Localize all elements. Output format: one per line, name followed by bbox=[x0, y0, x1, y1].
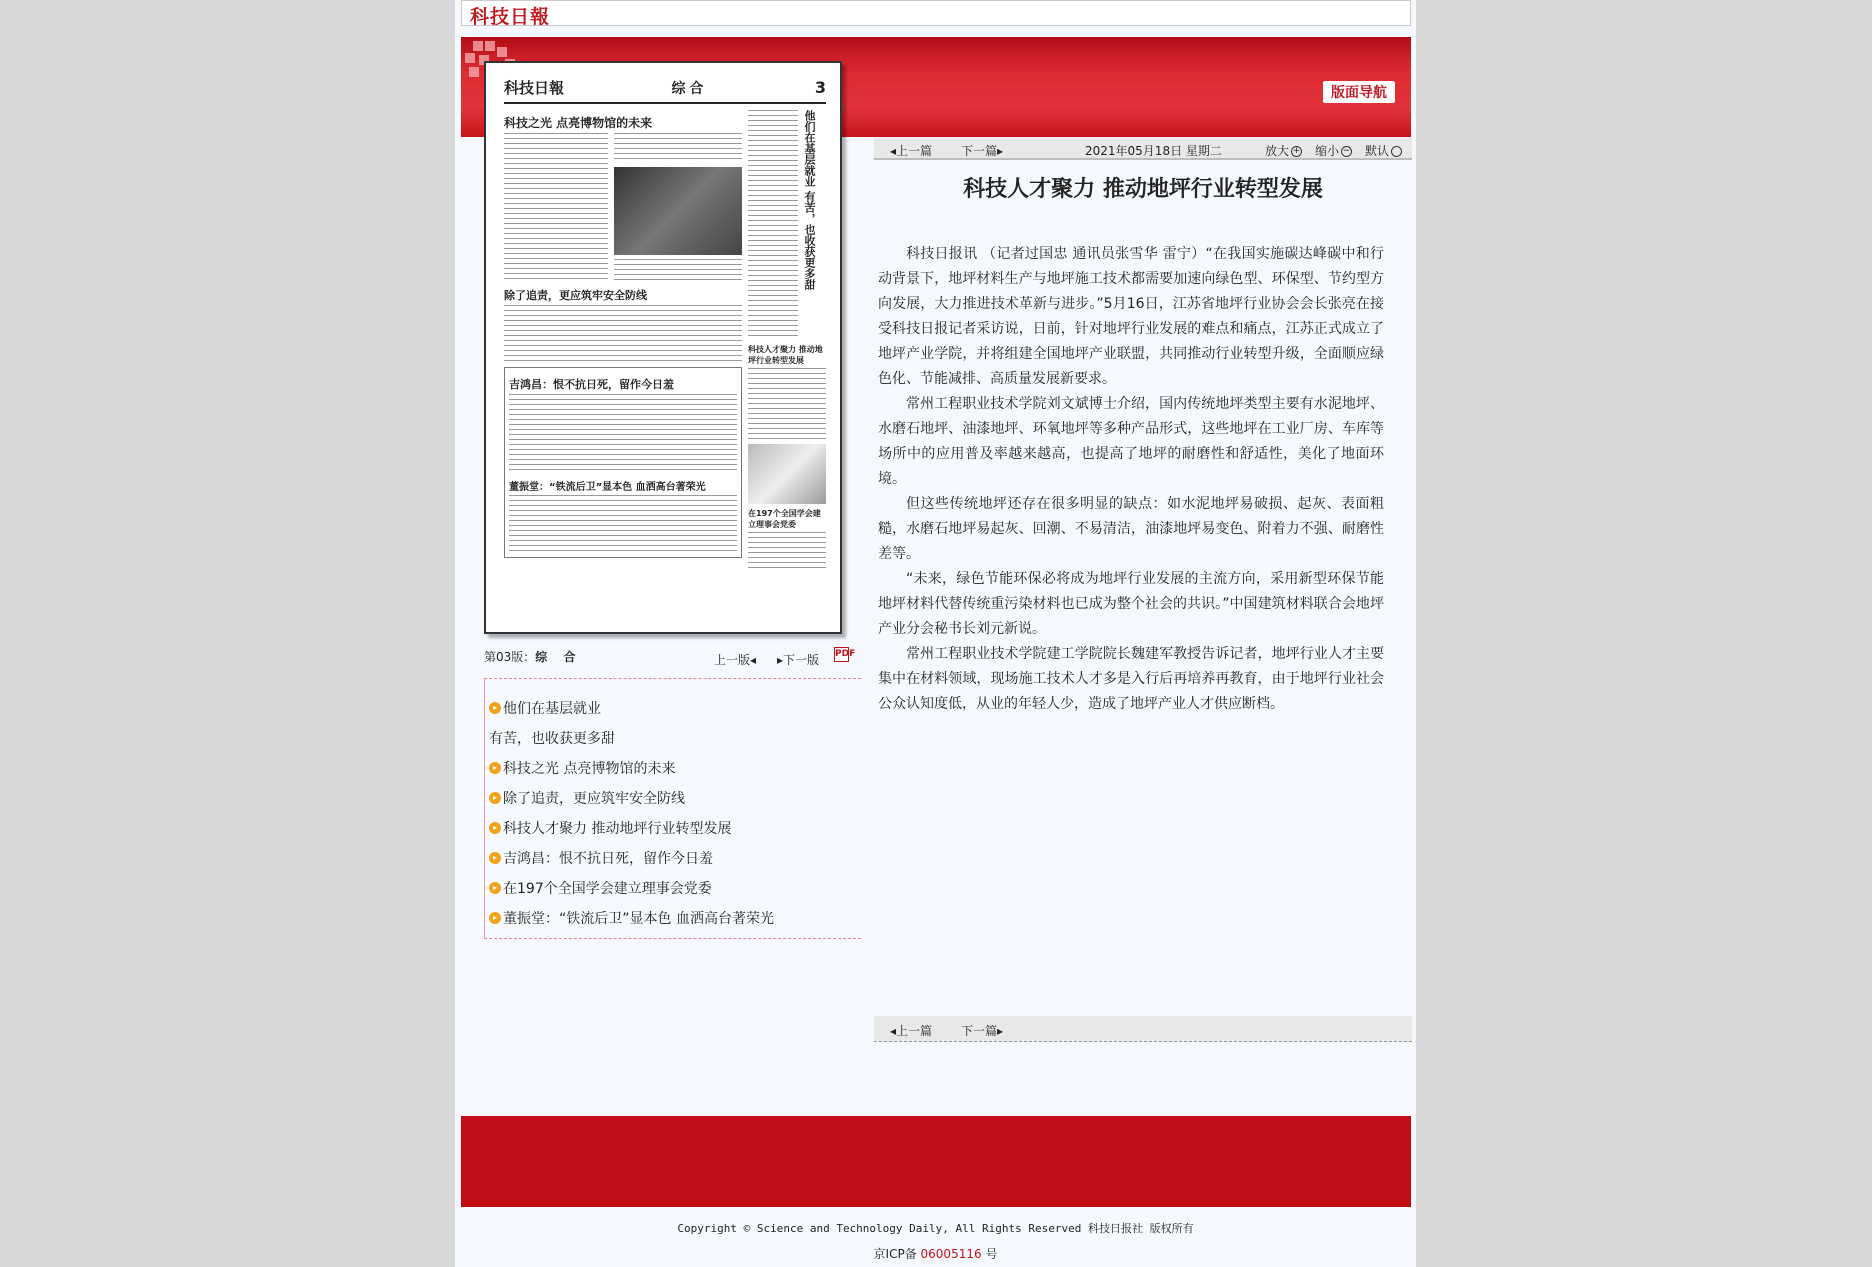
paper-text-lines bbox=[504, 133, 608, 283]
article-list-item[interactable] bbox=[489, 813, 861, 843]
article-list-item[interactable] bbox=[489, 753, 861, 783]
next-article-link[interactable] bbox=[961, 142, 1003, 159]
prev-page-label: 上一版 bbox=[714, 653, 751, 667]
article-list-label: 董振堂：“铁流后卫”显本色 血洒高台著荣光 bbox=[503, 911, 774, 927]
paper-headline[interactable]: 科技之光 点亮博物馆的未来 bbox=[504, 116, 653, 130]
article-list-label: 吉鸿昌：恨不抗日死，留作今日羞 bbox=[503, 851, 713, 867]
paper-text-lines bbox=[509, 394, 737, 474]
article-list-item[interactable] bbox=[489, 693, 861, 723]
article-list-item[interactable] bbox=[489, 843, 861, 873]
banner-decor bbox=[469, 67, 479, 77]
paper-boxed-story bbox=[504, 367, 742, 558]
bullet-icon: ▸ bbox=[489, 762, 501, 774]
paper-masthead bbox=[504, 77, 826, 104]
article-body bbox=[878, 242, 1384, 717]
article-list bbox=[484, 678, 861, 939]
page-label-name: 综 合 bbox=[535, 650, 582, 664]
article-paragraph: 常州工程职业技术学院建工学院院长魏建军教授告诉记者，地坪行业人才主要集中在材料领域，现场施工技术人才多是入行后再培养再教育，由于地坪行业社会公众认知度低，从业的年轻人少，造成了地坪产业人才供应断档。 bbox=[878, 646, 1384, 712]
paper-text-lines bbox=[614, 133, 742, 163]
next-article-label: 下一篇 bbox=[961, 144, 998, 158]
page-label bbox=[484, 648, 581, 665]
zoom-default-button[interactable] bbox=[1365, 142, 1402, 159]
paper-text-lines bbox=[504, 305, 742, 361]
zoom-in-label: 放大 bbox=[1265, 144, 1290, 158]
article-list-label: 有苦，也收获更多甜 bbox=[489, 731, 615, 747]
paper-headline[interactable]: 科技人才聚力 推动地坪行业转型发展 bbox=[748, 345, 823, 365]
icp-number-link[interactable]: 06005116 bbox=[920, 1247, 982, 1261]
paper-photo bbox=[614, 167, 742, 255]
next-article-link[interactable] bbox=[961, 1022, 1003, 1039]
arrow-left-icon: ◂ bbox=[890, 144, 897, 158]
newspaper-page-thumbnail[interactable] bbox=[484, 61, 842, 634]
bullet-icon: ▸ bbox=[489, 912, 501, 924]
banner-decor bbox=[485, 41, 495, 51]
bullet-icon: ▸ bbox=[489, 792, 501, 804]
paper-headline[interactable]: 吉鸿昌：恨不抗日死，留作今日羞 bbox=[509, 378, 674, 391]
paper-text-lines bbox=[614, 259, 742, 283]
article-toolbar bbox=[874, 138, 1412, 160]
prev-article-link[interactable] bbox=[890, 1022, 932, 1039]
paper-headline[interactable]: 除了追责，更应筑牢安全防线 bbox=[504, 289, 647, 302]
paper-text-lines bbox=[748, 532, 826, 572]
minus-icon: − bbox=[1342, 146, 1351, 156]
paper-photo-column bbox=[614, 133, 742, 283]
zoom-out-label: 缩小 bbox=[1315, 144, 1340, 158]
prev-article-label: 上一篇 bbox=[896, 1024, 933, 1038]
prev-article-label: 上一篇 bbox=[896, 144, 933, 158]
paper-headline[interactable]: 在197个全国学会建立理事会党委 bbox=[748, 509, 821, 529]
article-list-item[interactable] bbox=[489, 903, 861, 933]
bullet-icon: ▸ bbox=[489, 822, 501, 834]
arrow-left-icon: ◂ bbox=[890, 1024, 897, 1038]
zoom-in-button[interactable] bbox=[1265, 142, 1302, 159]
article-paragraph: 常州工程职业技术学院刘文斌博士介绍，国内传统地坪类型主要有水泥地坪、水磨石地坪、油漆地坪、环氧地坪等多种产品形式，这些地坪在工业厂房、车库等场所中的应用普及率越来越高，也提高了地坪的耐磨性和舒适性，美化了地面环境。 bbox=[878, 396, 1384, 487]
paper-right-block bbox=[748, 110, 826, 572]
icp-license bbox=[455, 1245, 1416, 1262]
banner-decor bbox=[497, 47, 507, 57]
paper-story-block bbox=[504, 133, 742, 283]
article-list-label: 他们在基层就业 bbox=[503, 701, 601, 717]
banner-decor bbox=[465, 53, 475, 63]
circle-icon bbox=[1391, 146, 1402, 157]
article-paragraph: 科技日报讯 （记者过国忠 通讯员张雪华 雷宁）“在我国实施碳达峰碳中和行动背景下，地坪材料生产与地坪施工技术都需要加速向绿色型、环保型、节约型方向发展，大力推进技术革新与进步。”5月16日，江苏省地坪行业协会会长张亮在接受科技日报记者采访说，日前，针对地坪行业发展的难点和痛点，江苏正式成立了地坪产业学院，并将组建全国地坪产业联盟，共同推动行业转型升级，全面顺应绿色化、节能减排、高质量发展新要求。 bbox=[878, 246, 1384, 387]
paper-vertical-story bbox=[748, 110, 826, 340]
article-paragraph: “未来，绿色节能环保必将成为地坪行业发展的主流方向，采用新型环保节能地坪材料代替传统重污染材料也已成为整个社会的共识。”中国建筑材料联合会地坪产业分会秘书长刘元新说。 bbox=[878, 571, 1384, 637]
arrow-left-icon: ◂ bbox=[750, 653, 757, 667]
next-page-link[interactable] bbox=[777, 651, 819, 668]
prev-page-link[interactable] bbox=[714, 651, 756, 668]
paper-graphic bbox=[748, 444, 826, 504]
next-page-label: 下一版 bbox=[783, 653, 820, 667]
bullet-icon: ▸ bbox=[489, 702, 501, 714]
bullet-icon: ▸ bbox=[489, 852, 501, 864]
article-paragraph: 但这些传统地坪还存在很多明显的缺点：如水泥地坪易破损、起灰、表面粗糙，水磨石地坪易起灰、回潮、不易清洁，油漆地坪易变色、附着力不强、耐磨性差等。 bbox=[878, 496, 1384, 562]
page-container bbox=[455, 0, 1416, 1267]
icp-suffix: 号 bbox=[985, 1247, 998, 1261]
icp-prefix: 京ICP备 bbox=[873, 1247, 917, 1261]
copyright-text: Copyright © Science and Technology Daily, All Rights Reserved 科技日报社 版权所有 bbox=[677, 1222, 1194, 1235]
prev-article-link[interactable] bbox=[890, 142, 932, 159]
issue-date: 2021年05月18日 星期二 bbox=[1085, 144, 1222, 158]
paper-text-lines bbox=[509, 495, 737, 553]
arrow-right-icon: ▸ bbox=[997, 144, 1004, 158]
paper-text-lines bbox=[748, 110, 798, 340]
paper-page-number: 3 bbox=[814, 78, 826, 97]
next-article-label: 下一篇 bbox=[961, 1024, 998, 1038]
plus-icon: + bbox=[1292, 146, 1301, 156]
bullet-icon: ▸ bbox=[489, 882, 501, 894]
article-list-item[interactable] bbox=[489, 873, 861, 903]
top-bar bbox=[461, 0, 1411, 26]
edition-nav-button[interactable]: 版面导航 bbox=[1323, 81, 1395, 103]
article-title: 科技人才聚力 推动地坪行业转型发展 bbox=[963, 177, 1323, 202]
article-bottom-toolbar bbox=[874, 1016, 1412, 1042]
arrow-right-icon: ▸ bbox=[997, 1024, 1004, 1038]
paper-columns bbox=[504, 110, 826, 572]
footer-band bbox=[461, 1116, 1411, 1207]
page-label-prefix: 第03版： bbox=[484, 650, 536, 664]
article-list-label: 在197个全国学会建立理事会党委 bbox=[503, 881, 712, 897]
banner-decor bbox=[473, 41, 483, 51]
article-list-label: 科技人才聚力 推动地坪行业转型发展 bbox=[503, 821, 732, 837]
site-logo[interactable]: 科技日報 bbox=[470, 6, 551, 28]
pdf-icon[interactable]: PDF bbox=[834, 647, 849, 662]
zoom-out-button[interactable] bbox=[1315, 142, 1352, 159]
paper-logo: 科技日報 bbox=[504, 79, 565, 97]
page-nav-bar bbox=[484, 648, 861, 666]
zoom-default-label: 默认 bbox=[1365, 144, 1390, 158]
arrow-right-icon: ▸ bbox=[777, 653, 784, 667]
article-list-label: 除了追责，更应筑牢安全防线 bbox=[503, 791, 685, 807]
paper-vertical-headline[interactable]: 他们在基层就业 有苦，也收获更多甜 bbox=[803, 110, 816, 290]
paper-section: 综合 bbox=[671, 80, 708, 97]
article-list-item[interactable] bbox=[489, 783, 861, 813]
paper-left-block bbox=[504, 110, 742, 572]
paper-headline[interactable]: 董振堂：“铁流后卫”显本色 血洒高台著荣光 bbox=[509, 482, 706, 493]
article-list-label: 科技之光 点亮博物馆的未来 bbox=[503, 761, 676, 777]
article-list-item[interactable] bbox=[489, 723, 861, 753]
paper-text-lines bbox=[748, 368, 826, 440]
